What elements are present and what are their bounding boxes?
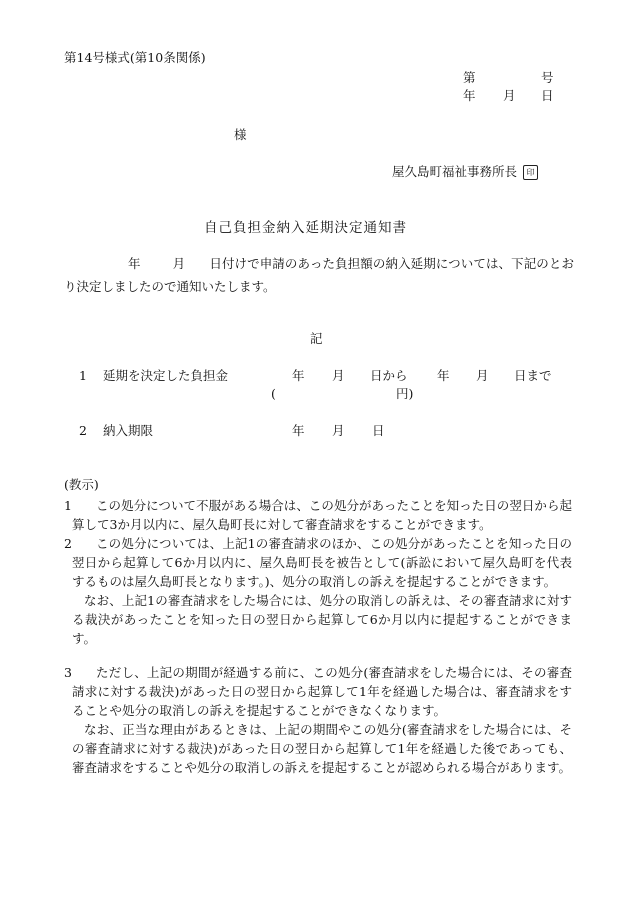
document-title: 自己負担金納入延期決定通知書 — [204, 220, 407, 236]
ki-marker: 記 — [310, 331, 323, 346]
item-1-amount-suffix: 円) — [396, 386, 414, 401]
addressee-suffix: 様 — [234, 127, 247, 142]
item-1-from-year: 年 — [292, 368, 305, 383]
item-2-month: 月 — [332, 423, 345, 438]
item-2-year: 年 — [292, 423, 305, 438]
item-2-label: 納入期限 — [103, 423, 154, 438]
issue-date-day: 日 — [541, 88, 554, 103]
notice-item-1-number: 1 — [64, 498, 72, 513]
issuer-name: 屋久島町福祉事務所長 — [392, 164, 518, 179]
intro-text: 日付けで申請のあった負担額の納入延期については、下記のとおり決定しましたので通知いたします。 — [64, 256, 574, 294]
doc-number-prefix: 第 — [463, 70, 476, 85]
notice-item-2-paragraph-2: なお、上記1の審査請求をした場合には、処分の取消しの訴えは、その審査請求に対する裁決があったことを知った日の翌日から起算して6か月以内に提起することができます。 — [72, 593, 572, 646]
notice-item-3-paragraph-2: なお、正当な理由があるときは、上記の期間やこの処分(審査請求をした場合には、その審査請求に対する裁決)があった日の翌日から起算して1年を経過した後であっても、審査請求をすることや処分の取消しの訴えを提起することが認められる場合があります。 — [72, 722, 572, 775]
doc-number-suffix: 号 — [541, 70, 554, 85]
item-2-number: 2 — [79, 423, 87, 438]
issue-date-year: 年 — [463, 88, 476, 103]
item-2-day: 日 — [372, 423, 385, 438]
item-1-to-year: 年 — [437, 368, 450, 383]
issue-date-month: 月 — [503, 88, 516, 103]
item-1-from-day: 日から — [370, 368, 408, 383]
notice-item-3 — [64, 663, 572, 777]
notice-heading: (教示) — [64, 477, 99, 492]
item-1-to-day: 日まで — [514, 368, 552, 383]
issuer-line — [392, 164, 538, 180]
notice-item-2-number: 2 — [64, 536, 72, 551]
intro-month: 月 — [172, 256, 186, 271]
seal-mark: 印 — [523, 165, 538, 180]
intro-paragraph — [64, 252, 574, 298]
item-1-amount-open: ( — [271, 386, 276, 401]
item-1-number: 1 — [79, 368, 87, 383]
notice-item-3-paragraph-1: ただし、上記の期間が経過する前に、この処分(審査請求をした場合には、その審査請求に対する裁決)があった日の翌日から起算して1年を経過した場合は、審査請求をすることや処分の取消しの訴えを提起することができなくなります。 — [72, 665, 572, 718]
notice-item-2 — [64, 534, 572, 648]
intro-year: 年 — [128, 256, 141, 271]
notice-item-1-paragraph-1: この処分について不服がある場合は、この処分があったことを知った日の翌日から起算して3か月以内に、屋久島町長に対して審査請求をすることができます。 — [72, 498, 572, 532]
form-number: 第14号様式(第10条関係) — [64, 50, 206, 65]
notice-item-1 — [64, 496, 572, 534]
item-1-from-month: 月 — [332, 368, 345, 383]
item-1-to-month: 月 — [476, 368, 489, 383]
notice-item-3-number: 3 — [64, 665, 72, 680]
notice-item-2-paragraph-1: この処分については、上記1の審査請求のほか、この処分があったことを知った日の翌日から起算して6か月以内に、屋久島町長を被告として(訴訟において屋久島町を代表するものは屋久島町長となります。)、処分の取消しの訴えを提起することができます。 — [72, 536, 572, 589]
item-1-label: 延期を決定した負担金 — [103, 368, 229, 383]
